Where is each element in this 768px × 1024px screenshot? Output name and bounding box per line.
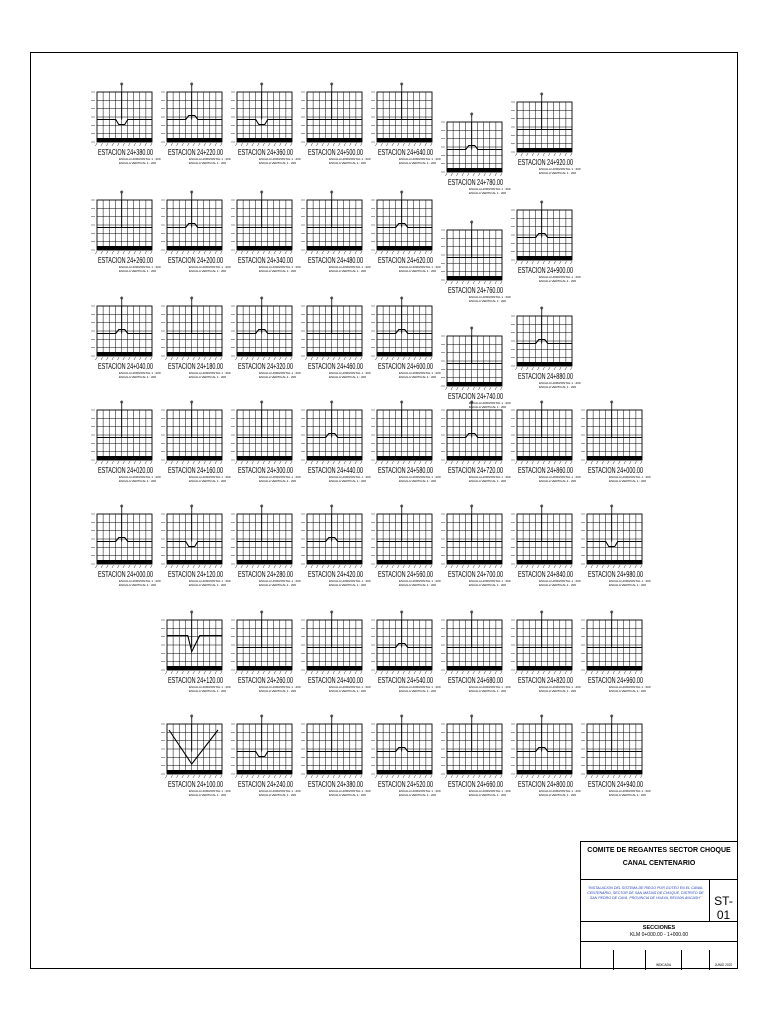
station-label: ESTACION 24+220.00 — [168, 148, 224, 157]
scale-horizontal-label: ESCALA HORIZONTAL 1 : 200 — [329, 789, 371, 793]
project-description: "INSTALACION DEL SISTEMA DE RIEGO POR GOTEO EN EL CANAL CENTENARIO, SECTOR DE SAN MATIAS DE CHOQUE, DISTRITO DE SAN PEDRO DE CAYA, PROVINCIA DE HUAYA, REGION ANCASH" — [587, 886, 704, 900]
station-label: ESTACION 24+500.00 — [308, 148, 364, 157]
section-panel — [441, 113, 511, 195]
ground-band — [237, 666, 292, 670]
scale-horizontal-label: ESCALA HORIZONTAL 1 : 200 — [539, 685, 581, 689]
section-panel — [371, 297, 441, 379]
section-panel — [231, 83, 301, 165]
section-panel — [441, 327, 511, 409]
scale-vertical-label: ESCALA VERTICAL 1 : 200 — [539, 689, 577, 693]
scale-vertical-label: ESCALA VERTICAL 1 : 200 — [329, 583, 367, 587]
scale-vertical-label: ESCALA VERTICAL 1 : 200 — [119, 583, 157, 587]
section-panel — [161, 83, 231, 165]
scale-vertical-label: ESCALA VERTICAL 1 : 200 — [609, 479, 647, 483]
ground-band — [237, 770, 292, 774]
scale-horizontal-label: ESCALA HORIZONTAL 1 : 200 — [259, 789, 301, 793]
scale-vertical-label: ESCALA VERTICAL 1 : 200 — [259, 793, 297, 797]
section-panel — [301, 191, 371, 273]
scale-vertical-label: ESCALA VERTICAL 1 : 200 — [329, 479, 367, 483]
section-panel — [301, 505, 371, 587]
ground-band — [447, 666, 502, 670]
section-panel — [441, 715, 511, 797]
section-panel — [91, 505, 161, 587]
section-panel — [161, 715, 231, 797]
station-label: ESTACION 24+860.00 — [518, 466, 574, 475]
scale-vertical-label: ESCALA VERTICAL 1 : 200 — [329, 161, 367, 165]
station-label: ESTACION 24+940.00 — [588, 780, 644, 789]
ground-band — [307, 560, 362, 564]
ground-band — [307, 666, 362, 670]
scale-horizontal-label: ESCALA HORIZONTAL 1 : 200 — [399, 265, 441, 269]
scale-horizontal-label: ESCALA HORIZONTAL 1 : 200 — [539, 579, 581, 583]
ground-band — [167, 246, 222, 250]
section-panel — [91, 297, 161, 379]
section-panel — [371, 505, 441, 587]
scale-horizontal-label: ESCALA HORIZONTAL 1 : 200 — [329, 157, 371, 161]
section-panel — [511, 307, 581, 389]
scale-horizontal-label: ESCALA HORIZONTAL 1 : 200 — [189, 579, 231, 583]
scale-vertical-label: ESCALA VERTICAL 1 : 200 — [469, 793, 507, 797]
ground-band — [167, 770, 222, 774]
title-block — [580, 841, 738, 969]
station-label: ESTACION 24+640.00 — [378, 148, 434, 157]
scale-vertical-label: ESCALA VERTICAL 1 : 200 — [399, 689, 437, 693]
station-label: ESTACION 24+600.00 — [378, 362, 434, 371]
subproject-name: CANAL CENTENARIO — [622, 860, 696, 867]
ground-band — [307, 770, 362, 774]
scale-horizontal-label: ESCALA HORIZONTAL 1 : 200 — [469, 789, 511, 793]
scale-vertical-label: ESCALA VERTICAL 1 : 200 — [259, 375, 297, 379]
scale-vertical-label: ESCALA VERTICAL 1 : 200 — [399, 375, 437, 379]
section-panel — [231, 191, 301, 273]
ground-band — [167, 352, 222, 356]
scale-horizontal-label: ESCALA HORIZONTAL 1 : 200 — [469, 579, 511, 583]
ground-band — [587, 560, 642, 564]
station-label: ESTACION 24+560.00 — [378, 570, 434, 579]
station-label: ESTACION 24+700.00 — [448, 570, 504, 579]
scale-horizontal-label: ESCALA HORIZONTAL 1 : 200 — [329, 265, 371, 269]
ground-band — [237, 456, 292, 460]
drawing-range: KLM 0+000.00 - 1+000.00 — [629, 932, 689, 938]
scale-vertical-label: ESCALA VERTICAL 1 : 200 — [329, 793, 367, 797]
station-label: ESTACION 24+720.00 — [448, 466, 504, 475]
scale-horizontal-label: ESCALA HORIZONTAL 1 : 200 — [539, 381, 581, 385]
station-label: ESTACION 24+120.00 — [168, 676, 224, 685]
ground-band — [237, 138, 292, 142]
station-label: ESTACION 24+740.00 — [448, 392, 504, 401]
section-panel — [301, 401, 371, 483]
section-panel — [511, 401, 581, 483]
scale-horizontal-label: ESCALA HORIZONTAL 1 : 200 — [189, 157, 231, 161]
station-label: ESTACION 24+520.00 — [378, 780, 434, 789]
scale-horizontal-label: ESCALA HORIZONTAL 1 : 200 — [189, 371, 231, 375]
scale-horizontal-label: ESCALA HORIZONTAL 1 : 200 — [469, 475, 511, 479]
scale-horizontal-label: ESCALA HORIZONTAL 1 : 200 — [399, 371, 441, 375]
section-panel — [91, 191, 161, 273]
ground-band — [447, 382, 502, 386]
station-label: ESTACION 24+900.00 — [518, 266, 574, 275]
station-label: ESTACION 24+400.00 — [308, 676, 364, 685]
scale-vertical-label: ESCALA VERTICAL 1 : 200 — [609, 793, 647, 797]
ground-band — [167, 456, 222, 460]
title-block-drawing — [581, 922, 737, 942]
scale-vertical-label: ESCALA VERTICAL 1 : 200 — [609, 689, 647, 693]
section-panel — [301, 715, 371, 797]
station-label: ESTACION 24+300.00 — [238, 466, 294, 475]
section-panel — [581, 611, 651, 693]
ground-band — [97, 352, 152, 356]
scale-horizontal-label: ESCALA HORIZONTAL 1 : 200 — [119, 265, 161, 269]
date-cell — [709, 950, 737, 970]
station-label: ESTACION 24+660.00 — [448, 780, 504, 789]
section-panel — [301, 297, 371, 379]
station-label: ESTACION 24+580.00 — [378, 466, 434, 475]
station-label: ESTACION 24+160.00 — [168, 466, 224, 475]
station-label: ESTACION 24+880.00 — [518, 372, 574, 381]
section-panel — [161, 505, 231, 587]
scale-horizontal-label: ESCALA HORIZONTAL 1 : 200 — [189, 789, 231, 793]
station-label: ESTACION 24+800.00 — [518, 780, 574, 789]
ground-band — [517, 456, 572, 460]
ground-band — [97, 138, 152, 142]
scale-horizontal-label: ESCALA HORIZONTAL 1 : 200 — [399, 685, 441, 689]
ground-band — [97, 560, 152, 564]
scale-vertical-label: ESCALA VERTICAL 1 : 200 — [119, 269, 157, 273]
station-label: ESTACION 24+620.00 — [378, 256, 434, 265]
station-label: ESTACION 24+780.00 — [448, 178, 504, 187]
section-panel — [441, 221, 511, 303]
section-panel — [581, 505, 651, 587]
scale-horizontal-label: ESCALA HORIZONTAL 1 : 200 — [469, 295, 511, 299]
scale-vertical-label: ESCALA VERTICAL 1 : 200 — [399, 583, 437, 587]
scale-horizontal-label: ESCALA HORIZONTAL 1 : 200 — [609, 475, 651, 479]
scale-horizontal-label: ESCALA HORIZONTAL 1 : 200 — [399, 789, 441, 793]
section-panel — [91, 401, 161, 483]
ground-band — [97, 456, 152, 460]
scale-vertical-label: ESCALA VERTICAL 1 : 200 — [469, 299, 507, 303]
scale-value: INDICADA — [655, 963, 672, 967]
scale-horizontal-label: ESCALA HORIZONTAL 1 : 200 — [259, 475, 301, 479]
station-label: ESTACION 24+320.00 — [238, 362, 294, 371]
station-label: ESTACION 24+820.00 — [518, 676, 574, 685]
scale-horizontal-label: ESCALA HORIZONTAL 1 : 200 — [259, 685, 301, 689]
scale-horizontal-label: ESCALA HORIZONTAL 1 : 200 — [259, 579, 301, 583]
section-panel — [231, 715, 301, 797]
ground-band — [377, 666, 432, 670]
scale-vertical-label: ESCALA VERTICAL 1 : 200 — [329, 269, 367, 273]
scale-vertical-label: ESCALA VERTICAL 1 : 200 — [539, 385, 577, 389]
title-block-client — [581, 842, 737, 880]
ground-band — [167, 666, 222, 670]
scale-horizontal-label: ESCALA HORIZONTAL 1 : 200 — [259, 265, 301, 269]
scale-vertical-label: ESCALA VERTICAL 1 : 200 — [189, 479, 227, 483]
title-block-info-cells — [581, 942, 737, 970]
section-panel — [161, 191, 231, 273]
ground-band — [307, 246, 362, 250]
scale-horizontal-label: ESCALA HORIZONTAL 1 : 200 — [119, 475, 161, 479]
station-label: ESTACION 24+000.00 — [588, 466, 644, 475]
scale-vertical-label: ESCALA VERTICAL 1 : 200 — [469, 405, 507, 409]
ground-band — [307, 456, 362, 460]
ground-band — [377, 352, 432, 356]
scale-vertical-label: ESCALA VERTICAL 1 : 200 — [539, 479, 577, 483]
scale-vertical-label: ESCALA VERTICAL 1 : 200 — [259, 689, 297, 693]
ground-band — [517, 256, 572, 260]
section-panel — [441, 505, 511, 587]
station-label: ESTACION 24+380.00 — [308, 780, 364, 789]
section-panel — [511, 201, 581, 283]
station-label: ESTACION 24+040.00 — [98, 362, 154, 371]
ground-band — [237, 246, 292, 250]
scale-vertical-label: ESCALA VERTICAL 1 : 200 — [399, 479, 437, 483]
scale-vertical-label: ESCALA VERTICAL 1 : 200 — [259, 583, 297, 587]
station-label: ESTACION 24+200.00 — [168, 256, 224, 265]
scale-vertical-label: ESCALA VERTICAL 1 : 200 — [259, 161, 297, 165]
scale-horizontal-label: ESCALA HORIZONTAL 1 : 200 — [399, 579, 441, 583]
scale-horizontal-label: ESCALA HORIZONTAL 1 : 200 — [539, 275, 581, 279]
station-label: ESTACION 24+260.00 — [98, 256, 154, 265]
ground-band — [377, 138, 432, 142]
section-panel — [91, 83, 161, 165]
scale-vertical-label: ESCALA VERTICAL 1 : 200 — [469, 583, 507, 587]
ground-band — [237, 352, 292, 356]
scale-horizontal-label: ESCALA HORIZONTAL 1 : 200 — [119, 371, 161, 375]
scale-horizontal-label: ESCALA HORIZONTAL 1 : 200 — [539, 789, 581, 793]
station-label: ESTACION 24+360.00 — [238, 148, 294, 157]
section-panel — [441, 401, 511, 483]
scale-horizontal-label: ESCALA HORIZONTAL 1 : 200 — [329, 685, 371, 689]
client-name: COMITE DE REGANTES SECTOR CHOQUE — [587, 847, 731, 854]
info-cell — [613, 950, 645, 970]
scale-vertical-label: ESCALA VERTICAL 1 : 200 — [189, 161, 227, 165]
station-label: ESTACION 24+680.00 — [448, 676, 504, 685]
station-label: ESTACION 24+960.00 — [588, 676, 644, 685]
scale-vertical-label: ESCALA VERTICAL 1 : 200 — [259, 269, 297, 273]
section-panel — [161, 611, 231, 693]
scale-vertical-label: ESCALA VERTICAL 1 : 200 — [189, 583, 227, 587]
scale-vertical-label: ESCALA VERTICAL 1 : 200 — [399, 793, 437, 797]
scale-vertical-label: ESCALA VERTICAL 1 : 200 — [189, 269, 227, 273]
section-panel — [161, 401, 231, 483]
scale-vertical-label: ESCALA VERTICAL 1 : 200 — [259, 479, 297, 483]
section-panel — [371, 401, 441, 483]
section-panel — [371, 611, 441, 693]
ground-band — [307, 352, 362, 356]
scale-horizontal-label: ESCALA HORIZONTAL 1 : 200 — [119, 579, 161, 583]
scale-horizontal-label: ESCALA HORIZONTAL 1 : 200 — [539, 167, 581, 171]
ground-band — [377, 770, 432, 774]
station-label: ESTACION 24+440.00 — [308, 466, 364, 475]
scale-horizontal-label: ESCALA HORIZONTAL 1 : 200 — [539, 475, 581, 479]
scale-vertical-label: ESCALA VERTICAL 1 : 200 — [539, 793, 577, 797]
section-panel — [581, 401, 651, 483]
station-label: ESTACION 24+380.00 — [98, 148, 154, 157]
ground-band — [517, 666, 572, 670]
ground-band — [377, 560, 432, 564]
scale-horizontal-label: ESCALA HORIZONTAL 1 : 200 — [189, 265, 231, 269]
section-panel — [161, 297, 231, 379]
ground-band — [377, 456, 432, 460]
scale-vertical-label: ESCALA VERTICAL 1 : 200 — [609, 583, 647, 587]
scale-vertical-label: ESCALA VERTICAL 1 : 200 — [329, 375, 367, 379]
ground-band — [447, 168, 502, 172]
ground-band — [97, 246, 152, 250]
section-panel — [511, 611, 581, 693]
station-label: ESTACION 24+420.00 — [308, 570, 364, 579]
ground-band — [587, 666, 642, 670]
scale-horizontal-label: ESCALA HORIZONTAL 1 : 200 — [609, 579, 651, 583]
section-panel — [511, 505, 581, 587]
station-label: ESTACION 24+100.00 — [168, 780, 224, 789]
ground-band — [167, 138, 222, 142]
ground-band — [447, 456, 502, 460]
scale-cell — [645, 950, 681, 970]
station-label: ESTACION 24+000.00 — [98, 570, 154, 579]
scale-horizontal-label: ESCALA HORIZONTAL 1 : 200 — [329, 579, 371, 583]
station-label: ESTACION 24+920.00 — [518, 158, 574, 167]
scale-horizontal-label: ESCALA HORIZONTAL 1 : 200 — [259, 371, 301, 375]
scale-horizontal-label: ESCALA HORIZONTAL 1 : 200 — [189, 475, 231, 479]
scale-vertical-label: ESCALA VERTICAL 1 : 200 — [119, 479, 157, 483]
section-panel — [371, 83, 441, 165]
section-panel — [511, 93, 581, 175]
station-label: ESTACION 24+460.00 — [308, 362, 364, 371]
scale-horizontal-label: ESCALA HORIZONTAL 1 : 200 — [609, 685, 651, 689]
drawing-title: SECCIONES — [642, 925, 676, 931]
scale-vertical-label: ESCALA VERTICAL 1 : 200 — [189, 375, 227, 379]
station-label: ESTACION 24+240.00 — [238, 780, 294, 789]
ground-band — [447, 560, 502, 564]
scale-horizontal-label: ESCALA HORIZONTAL 1 : 200 — [399, 157, 441, 161]
station-label: ESTACION 24+180.00 — [168, 362, 224, 371]
ground-band — [307, 138, 362, 142]
ground-band — [517, 770, 572, 774]
ground-band — [377, 246, 432, 250]
date-value: JUNIO 2022 — [714, 963, 733, 967]
station-label: ESTACION 24+120.00 — [168, 570, 224, 579]
info-cell — [681, 950, 709, 970]
scale-horizontal-label: ESCALA HORIZONTAL 1 : 200 — [469, 401, 511, 405]
section-panel — [581, 715, 651, 797]
ground-band — [517, 148, 572, 152]
section-panel — [231, 401, 301, 483]
scale-horizontal-label: ESCALA HORIZONTAL 1 : 200 — [399, 475, 441, 479]
scale-vertical-label: ESCALA VERTICAL 1 : 200 — [539, 171, 577, 175]
scale-vertical-label: ESCALA VERTICAL 1 : 200 — [399, 161, 437, 165]
section-panel — [511, 715, 581, 797]
scale-vertical-label: ESCALA VERTICAL 1 : 200 — [539, 583, 577, 587]
ground-band — [517, 560, 572, 564]
section-panel — [231, 611, 301, 693]
section-panel — [371, 715, 441, 797]
scale-horizontal-label: ESCALA HORIZONTAL 1 : 200 — [189, 685, 231, 689]
sheet-code: ST-01 — [714, 894, 733, 922]
scale-horizontal-label: ESCALA HORIZONTAL 1 : 200 — [329, 475, 371, 479]
scale-horizontal-label: ESCALA HORIZONTAL 1 : 200 — [259, 157, 301, 161]
section-panel — [231, 297, 301, 379]
station-label: ESTACION 24+540.00 — [378, 676, 434, 685]
ground-band — [517, 362, 572, 366]
scale-vertical-label: ESCALA VERTICAL 1 : 200 — [189, 689, 227, 693]
scale-vertical-label: ESCALA VERTICAL 1 : 200 — [119, 161, 157, 165]
scale-vertical-label: ESCALA VERTICAL 1 : 200 — [469, 689, 507, 693]
section-panel — [231, 505, 301, 587]
ground-band — [167, 560, 222, 564]
ground-band — [447, 770, 502, 774]
station-label: ESTACION 24+280.00 — [238, 570, 294, 579]
scale-vertical-label: ESCALA VERTICAL 1 : 200 — [329, 689, 367, 693]
station-label: ESTACION 24+340.00 — [238, 256, 294, 265]
scale-horizontal-label: ESCALA HORIZONTAL 1 : 200 — [609, 789, 651, 793]
ground-band — [447, 276, 502, 280]
scale-vertical-label: ESCALA VERTICAL 1 : 200 — [469, 191, 507, 195]
station-label: ESTACION 24+020.00 — [98, 466, 154, 475]
station-label: ESTACION 24+980.00 — [588, 570, 644, 579]
section-panel — [371, 191, 441, 273]
scale-vertical-label: ESCALA VERTICAL 1 : 200 — [189, 793, 227, 797]
ground-band — [587, 770, 642, 774]
scale-horizontal-label: ESCALA HORIZONTAL 1 : 200 — [119, 157, 161, 161]
section-panel — [301, 83, 371, 165]
scale-vertical-label: ESCALA VERTICAL 1 : 200 — [539, 279, 577, 283]
station-label: ESTACION 24+840.00 — [518, 570, 574, 579]
scale-vertical-label: ESCALA VERTICAL 1 : 200 — [399, 269, 437, 273]
scale-vertical-label: ESCALA VERTICAL 1 : 200 — [119, 375, 157, 379]
scale-horizontal-label: ESCALA HORIZONTAL 1 : 200 — [469, 187, 511, 191]
ground-band — [237, 560, 292, 564]
scale-vertical-label: ESCALA VERTICAL 1 : 200 — [469, 479, 507, 483]
scale-horizontal-label: ESCALA HORIZONTAL 1 : 200 — [329, 371, 371, 375]
section-panel — [441, 611, 511, 693]
station-label: ESTACION 24+760.00 — [448, 286, 504, 295]
scale-horizontal-label: ESCALA HORIZONTAL 1 : 200 — [469, 685, 511, 689]
section-panel — [301, 611, 371, 693]
info-cell — [581, 950, 613, 970]
ground-band — [587, 456, 642, 460]
sheet-number-cell — [709, 880, 737, 922]
station-label: ESTACION 24+480.00 — [308, 256, 364, 265]
station-label: ESTACION 24+260.00 — [238, 676, 294, 685]
